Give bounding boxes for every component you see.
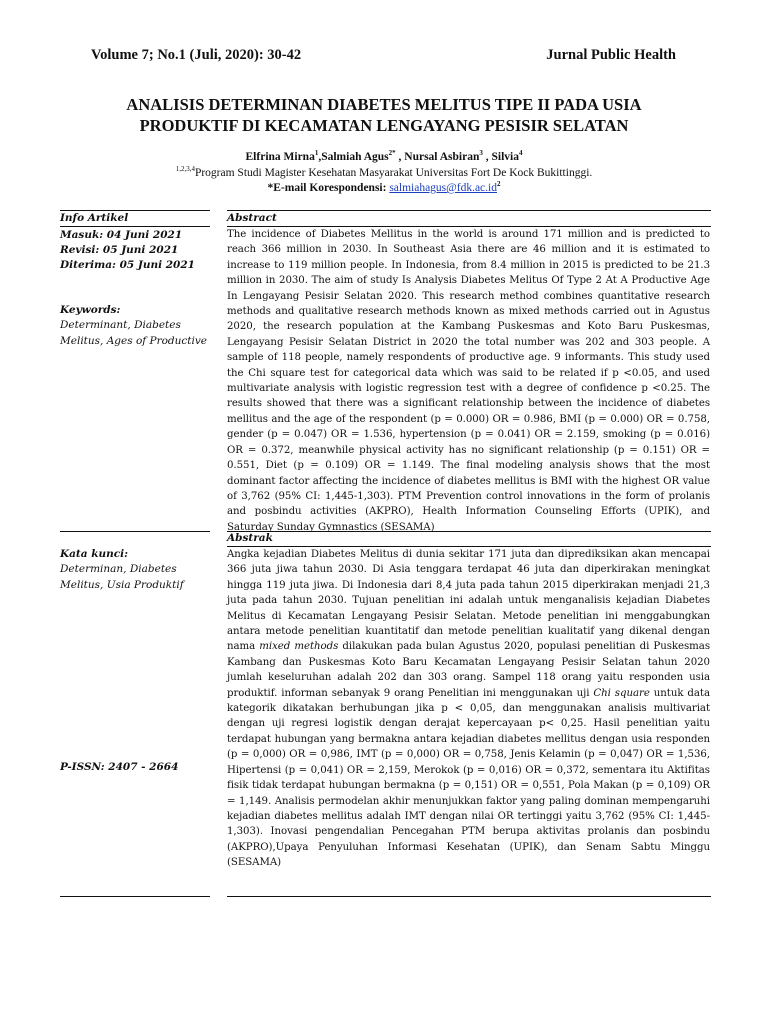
title-line-1: ANALISIS DETERMINAN DIABETES MELITUS TIPE II PADA USIA (126, 95, 642, 114)
keywords-text: Determinant, Diabetes Melitus, Ages of Productive (60, 319, 208, 347)
abstract-body: The incidence of Diabetes Mellitus in the world is around 171 million and is predicted to reach 366 million in 2030. In Southeast Asia there are 46 million and it is estimated to increase to 119 million people. In Indonesia, from 8.4 million in 2015 is predicted to be 21.3 million in 2030. The aim of study Is Analysis Diabetes Melitus Of Type 2 At A Productive Age In Lengayang Pesisir Selatan 2020. This research method combines quantitative research methods and qualitative research methods known as mixed methods carried out in Agustus 2020, the research population at the Kambang Puskesmas and Koto Baru Puskesmas, Lengayang Pesisir Selatan District in 2020 the total number was 202 and 303 people. A sample of 118 people, namely respondents of productive age. 9 informants. This study used the Chi square test for categorical data which was said to be related if p <0.05, and used multivariate analysis with logistic regression test with a degree of confidence p <0.25. The results showed that there was a significant relationship between the incidence of diabetes mellitus and the age of the respondent (p = 0.000) OR = 0.986, BMI (p = 0.000) OR = 0.758, gender (p = 0.047) OR = 1.536, hypertension (p = 0.041) OR = 2.159, smoking (p = 0.016) OR = 0.372, meanwhile physical activity has no significant relationship (p = 0.151) OR = 0.551, Diet (p = 0.109) OR = 1.149. The final modeling analysis shows that the most dominant factor affecting the incidence of diabetes mellitus is BMI with the highest OR value of 3,762 (95% CI: 1,445-1,303). PTM Prevention control innovations in the form of prolanis and posbindu activities (AKPRO), Health Information Counseling Efforts (UPIK), and Saturday Sunday Gymnastics (SESAMA) (227, 229, 710, 533)
author-4: Silvia (491, 151, 519, 163)
info-heading: Info Artikel (60, 212, 129, 224)
email-label: *E-mail Korespondensi: (267, 182, 387, 194)
abstrak-mixed-methods: mixed methods (259, 641, 339, 653)
abstrak-part-1: Angka kejadian Diabetes Melitus di dunia sekitar 171 juta dan diprediksikan akan mencapai 366 juta jiwa tahun 2030. Di Asia tenggara terdapat 46 juta dan diperkirakan meningkat hingga 119 juta jiwa. Di Indonesia dari 8,4 juta pada tahun 2015 diperkirakan menjadi 21,3 juta pada tahun 2030. Tujuan penelitian ini adalah untuk menganalisis kejadian Diabetes Melitus di Kecamatan Lengayang Pesisir Selatan. Metode penelitian ini menggabungkan antara metode penelitian kuantitatif dan metode penelitian kualitatif yang dikenal dengan nama (227, 549, 710, 653)
table-bottom-rule-left (60, 896, 210, 897)
kata-kunci-label: Kata kunci: (60, 548, 129, 560)
abstract-heading: Abstract (227, 212, 277, 224)
affiliation-text: Program Studi Magister Kesehatan Masyarakat Universitas Fort De Kock Bukittinggi. (194, 167, 593, 179)
author-1-sup: 1 (314, 149, 319, 158)
paper-title (60, 94, 708, 136)
kata-kunci-block (60, 547, 210, 593)
info-heading-rule (60, 226, 210, 227)
journal-name: Jurnal Public Health (546, 47, 676, 63)
author-3-sup: 3 (479, 149, 483, 158)
affiliation-sup: 1,2,3,4 (175, 165, 195, 174)
running-header (91, 47, 676, 64)
author-3: Nursal Asbiran (404, 151, 480, 163)
keywords-block (60, 303, 210, 349)
keywords-label: Keywords: (60, 304, 121, 316)
article-dates (60, 228, 210, 273)
author-2: Salmiah Agus (321, 151, 389, 163)
abstrak-chi-square: Chi square (593, 687, 650, 699)
affiliation (60, 166, 708, 181)
title-line-2: PRODUKTIF DI KECAMATAN LENGAYANG PESISIR SELATAN (139, 116, 629, 135)
kata-kunci-text: Determinan, Diabetes Melitus, Usia Produktif (60, 563, 184, 591)
author-1: Elfrina Mirna (245, 151, 315, 163)
date-accepted: Diterima: 05 Juni 2021 (60, 259, 195, 271)
correspondence-email (60, 181, 708, 196)
table-bottom-rule-right (227, 896, 711, 897)
article-info-column (60, 211, 210, 226)
date-received: Masuk: 04 Juni 2021 (60, 229, 183, 241)
email-sup: 2 (497, 180, 501, 189)
volume-info: Volume 7; No.1 (Juli, 2020): 30-42 (91, 47, 302, 63)
abstrak-section (227, 531, 710, 546)
abstrak-part-3: untuk data kategorik dikatakan berhubungan jika p < 0,05, dan menggunakan analisis multivariat dengan uji regresi logistik dengan derajat kepercayaan p< 0,25. Hasil penelitian yaitu terdapat hubungan yang bermakna antara kejadian diabetes mellitus dengan usia responden (p = 0,000) OR = 0,986, IMT (p = 0,000) OR = 0,758, Jenis Kelamin (p = 0,047) OR = 1,536, Hipertensi (p = 0,041) OR = 2,159, Merokok (p = 0,016) OR = 0,372, sementara itu Aktifitas fisik tidak terdapat hubungan bermakna (p = 0,151) OR = 0,551, Pola Makan (p = 0,109) OR = 1,149. Analisis permodelan akhir menunjukkan faktor yang paling dominan mempengaruhi kejadian diabetes mellitus adalah IMT dengan nilai OR tertinggi yaitu 3,762 (95% CI: 1,445-1,303). Inovasi pengendalian Pencegahan PTM berupa aktivitas prolanis dan posbindu (AKPRO),Upaya Penyuluhan Informasi Kesehatan (UPIK), dan Senam Sabtu Minggu (SESAMA) (227, 687, 710, 869)
abstrak-heading: Abstrak (227, 532, 273, 544)
author-2-sup: 2* (388, 149, 396, 158)
email-link[interactable]: salmiahagus@fdk.ac.id (389, 182, 497, 194)
abstrak-part-2: dilakukan pada bulan Agustus 2020, populasi penelitian di Puskesmas Kambang dan Puskesmas Koto Baru Kecamatan Lengayang Pesisir Selatan tahun 2020 jumlah keseluruhan adalah 202 dan 303 orang. Sampel 118 orang yaitu responden usia produktif. informan sebanyak 9 orang Penelitian ini menggunakan uji (227, 641, 710, 699)
abstrak-body (227, 547, 710, 871)
pissn: P-ISSN: 2407 - 2664 (60, 761, 179, 773)
abstrak-rule-left (60, 531, 210, 532)
abstract-section (227, 211, 710, 226)
author-list: Elfrina Mirna$^1$,Salmiah Agus$^{2*}$ , Nursal Asbiran$^3$ , Silvia$^4$ (245, 149, 523, 163)
pissn-block (60, 760, 210, 775)
author-4-sup: 4 (518, 149, 523, 158)
date-revised: Revisi: 05 Juni 2021 (60, 244, 179, 256)
